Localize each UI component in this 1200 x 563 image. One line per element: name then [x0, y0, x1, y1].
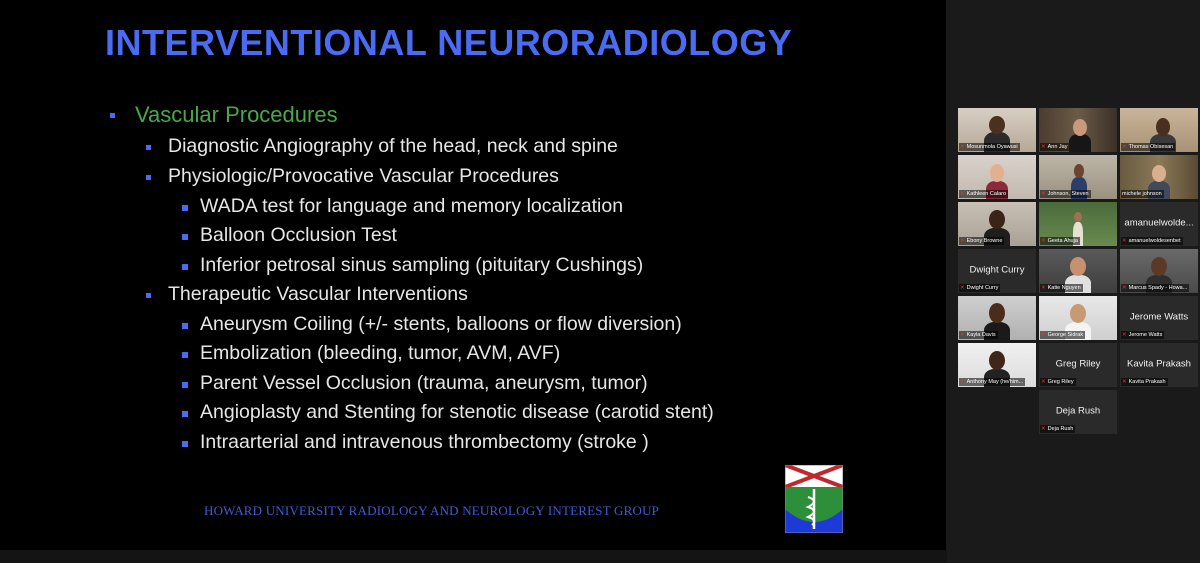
bullet-icon	[146, 145, 151, 150]
mic-muted-icon: ✕	[1122, 285, 1127, 291]
bullet-level3: Aneurysm Coiling (+/- stents, balloons or flow diversion)	[200, 313, 682, 336]
bullet-icon	[182, 382, 188, 388]
bullet-level2: Therapeutic Vascular Interventions	[168, 283, 468, 306]
mic-muted-icon: ✕	[1041, 379, 1046, 385]
bullet-icon	[182, 411, 188, 417]
participant-tile[interactable]	[958, 108, 1036, 152]
bullet-level3: Angioplasty and Stenting for stenotic disease (carotid stent)	[200, 401, 714, 424]
participant-name-tag: ✕ Ann Jay	[1041, 144, 1068, 150]
participant-name-tag: ✕ Geeta Ahuja	[1041, 238, 1078, 244]
bullet-level3: Embolization (bleeding, tumor, AVM, AVF)	[200, 342, 560, 365]
bullet-icon	[182, 205, 188, 211]
participant-name-tag: ✕ Kathleen Calaro	[960, 191, 1007, 197]
participant-tile[interactable]	[1120, 108, 1198, 152]
bullet-icon	[146, 175, 151, 180]
participant-display-name: Kavita Prakash	[1127, 358, 1191, 370]
bullet-level2: Diagnostic Angiography of the head, neck and spine	[168, 135, 618, 158]
mic-muted-icon: ✕	[960, 238, 965, 244]
mic-muted-icon: ✕	[1122, 332, 1127, 338]
participant-name-tag: ✕ Dwight Curry	[960, 285, 999, 291]
participant-name-tag: ✕ Thomas Obisesan	[1122, 144, 1174, 150]
mic-muted-icon: ✕	[1041, 332, 1046, 338]
participant-tile[interactable]	[1039, 108, 1117, 152]
participant-display-name: Deja Rush	[1055, 405, 1101, 417]
participant-tile-active-speaker[interactable]	[1120, 155, 1198, 199]
slide-footer: HOWARD UNIVERSITY RADIOLOGY AND NEUROLOGY INTEREST GROUP	[204, 503, 660, 518]
participant-tile[interactable]	[1039, 202, 1117, 246]
participant-tile-no-video[interactable]	[958, 249, 1036, 293]
mic-muted-icon: ✕	[1122, 379, 1127, 385]
mic-muted-icon: ✕	[960, 144, 965, 150]
participant-name-tag: ✕ Kavita Prakash	[1122, 379, 1166, 385]
bullet-icon	[182, 323, 188, 329]
participant-tile-no-video[interactable]	[1039, 390, 1117, 434]
bullet-level3: Intraarterial and intravenous thrombectomy (stroke )	[200, 431, 649, 454]
participant-tile[interactable]	[958, 155, 1036, 199]
participant-name-tag: ✕ George Sidrak	[1041, 332, 1084, 338]
participant-display-name: Jerome Watts	[1129, 311, 1189, 323]
mic-muted-icon: ✕	[1122, 238, 1127, 244]
bullet-icon	[146, 293, 151, 298]
mic-muted-icon: ✕	[960, 332, 965, 338]
participant-display-name: amanuelwolde...	[1124, 217, 1194, 229]
howard-crest-logo	[785, 465, 843, 533]
participant-tile-no-video[interactable]	[1120, 296, 1198, 340]
participant-name-tag: ✕ Katie Nguyen	[1041, 285, 1081, 291]
participant-tile[interactable]	[958, 343, 1036, 387]
participant-name-tag: ✕ Johnson, Steven	[1041, 191, 1089, 197]
bullet-level1: Vascular Procedures	[135, 102, 338, 128]
participant-tile[interactable]	[1039, 155, 1117, 199]
mic-muted-icon: ✕	[1041, 238, 1046, 244]
bullet-icon	[182, 352, 188, 358]
mic-muted-icon: ✕	[960, 379, 965, 385]
participant-name-tag: ✕ Anthony May (he/him...	[960, 379, 1024, 385]
participant-name-tag: ✕ Jerome Watts	[1122, 332, 1163, 338]
participant-name-tag: michele johnson	[1122, 191, 1162, 197]
participant-name-tag: ✕ Mosunmola Oyawusi	[960, 144, 1018, 150]
bullet-icon	[182, 441, 188, 447]
bullet-level3: Parent Vessel Occlusion (trauma, aneurysm, tumor)	[200, 372, 648, 395]
bullet-level3: Balloon Occlusion Test	[200, 224, 397, 247]
mic-muted-icon: ✕	[960, 285, 965, 291]
participant-name-tag: ✕ Kayla Davis	[960, 332, 996, 338]
participant-name-tag: ✕ Deja Rush	[1041, 426, 1074, 432]
mic-muted-icon: ✕	[1122, 144, 1127, 150]
bullet-level2: Physiologic/Provocative Vascular Procedures	[168, 165, 559, 188]
participant-display-name: Greg Riley	[1055, 358, 1101, 370]
participant-tile-no-video[interactable]	[1120, 202, 1198, 246]
participant-tile[interactable]	[958, 296, 1036, 340]
participant-name-tag: ✕ Greg Riley	[1041, 379, 1074, 385]
participant-tile-no-video[interactable]	[1039, 343, 1117, 387]
mic-muted-icon: ✕	[1041, 191, 1046, 197]
participant-tile[interactable]	[1039, 296, 1117, 340]
mic-muted-icon: ✕	[1041, 144, 1046, 150]
participant-name-tag: ✕ amanuelwoldesenbet	[1122, 238, 1181, 244]
participant-tile[interactable]	[958, 202, 1036, 246]
slide-title: INTERVENTIONAL NEURORADIOLOGY	[105, 22, 793, 63]
bullet-icon	[110, 113, 115, 118]
mic-muted-icon: ✕	[1041, 426, 1046, 432]
mic-muted-icon: ✕	[960, 191, 965, 197]
participant-display-name: Dwight Curry	[969, 264, 1025, 276]
bullet-level3: WADA test for language and memory localization	[200, 195, 623, 218]
mic-muted-icon: ✕	[1041, 285, 1046, 291]
bullet-icon	[182, 264, 188, 270]
participant-tile[interactable]	[1039, 249, 1117, 293]
bullet-level3: Inferior petrosal sinus sampling (pituitary Cushings)	[200, 254, 643, 277]
bullet-icon	[182, 234, 188, 240]
participant-gallery	[947, 0, 1200, 563]
participant-name-tag: ✕ Ebony Browne	[960, 238, 1003, 244]
participant-name-tag: ✕ Marcus Spady - Howa...	[1122, 285, 1188, 291]
participant-tile-no-video[interactable]	[1120, 343, 1198, 387]
participant-tile[interactable]	[1120, 249, 1198, 293]
